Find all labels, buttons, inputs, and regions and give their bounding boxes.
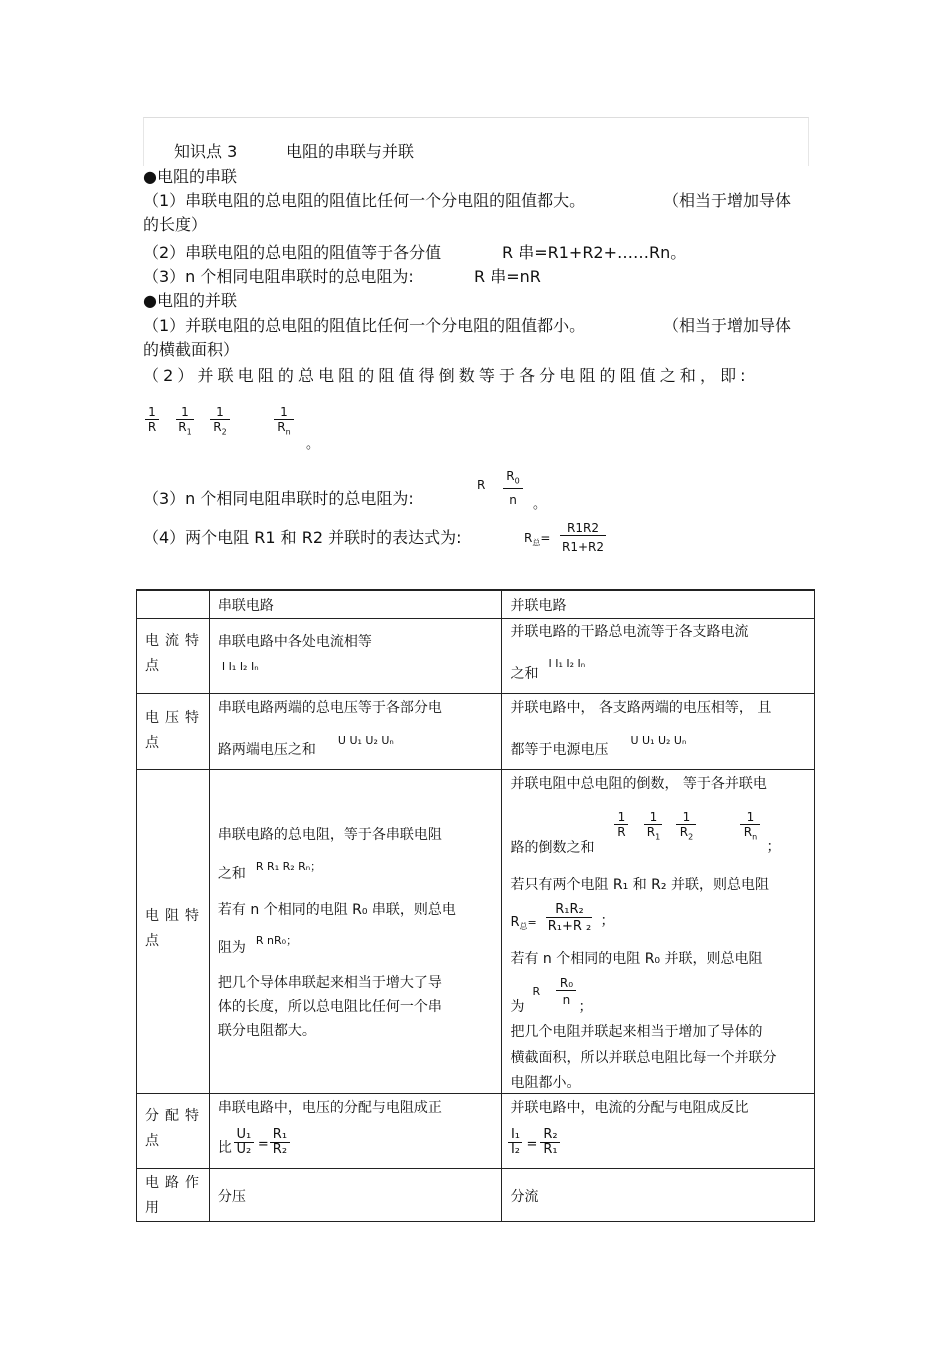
res-frac-1-R1 [644, 810, 662, 844]
frac-num: R₂ [540, 1128, 560, 1143]
resistance-series-s6: 体的长度，所以总电阻比任何一个串 [217, 998, 442, 1015]
table-row-function [137, 1168, 815, 1221]
row-label-distribution: 分配特点 [137, 1093, 210, 1168]
frac-den: I₂ [510, 1141, 520, 1157]
row-label-voltage: 电压特点 [137, 693, 210, 769]
frac-den: $R_2$ [213, 420, 227, 437]
resistance-series-s5: 把几个导体串联起来相当于增大了导 [217, 974, 442, 991]
resistance-parallel-p8: 横截面积，所以并联总电阻比每一个并联分 [510, 1049, 777, 1066]
dist-parallel-eq: = [526, 1136, 538, 1152]
formula-period-2: 。 [533, 497, 547, 512]
table-row-voltage [137, 693, 815, 769]
frac-den: $R_1$ [646, 824, 661, 841]
row-label-function: 电路作用 [137, 1168, 210, 1221]
function-parallel: 分流 [510, 1188, 539, 1205]
parallel-p1c: 的横截面积） [143, 340, 240, 359]
header-series: 串联电路 [209, 590, 502, 618]
frac-den: R₁+R ₂ [547, 918, 592, 934]
function-parallel-cell [502, 1168, 815, 1221]
distribution-series-cell [209, 1093, 502, 1168]
resistance-parallel-p4-R: $R_总=$ [510, 914, 537, 931]
res-frac-1-R [614, 810, 628, 839]
resistance-series-s7: 联分电阻都大。 [217, 1022, 316, 1039]
series-p1a: （1）串联电阻的总电阻的阻值比任何一个分电阻的阻值都大。 [143, 191, 586, 210]
frac-num: I₁ [508, 1128, 522, 1143]
frac-den: U₂ [236, 1141, 252, 1157]
frac-num: R₀ [556, 976, 576, 991]
res-frac-R1R2 [546, 903, 592, 934]
series-p3a: （3）n 个相同电阻串联时的总电阻为: [143, 267, 414, 286]
voltage-parallel-text2: 都等于电源电压 [510, 741, 609, 758]
row-label-resistance: 电阻特点 [137, 769, 210, 1093]
current-parallel-vars: I I₁ I₂ Iₙ [548, 656, 586, 670]
current-parallel-cell [502, 618, 815, 693]
resistance-parallel-p3: 若只有两个电阻 R₁ 和 R₂ 并联，则总电阻 [510, 876, 769, 893]
frac-num: 1 [210, 405, 230, 420]
frac-den: n [562, 992, 571, 1007]
resistance-parallel-cell [502, 769, 815, 1093]
frac-den: R₂ [272, 1141, 288, 1157]
parallel-p1a: （1）并联电阻的总电阻的阻值比任何一个分电阻的阻值都小。 [143, 316, 586, 335]
frac-num: 1 [644, 810, 662, 825]
series-formula: R 串=R1+R2+……Rn。 [502, 243, 687, 262]
header-parallel: 并联电路 [502, 590, 815, 618]
resistance-series-s1: 串联电路的总电阻，等于各串联电阻 [217, 826, 442, 843]
frac-den: R₁ [543, 1141, 558, 1157]
formula-frac-R1R2 [560, 521, 606, 554]
resistance-series-s2-vars: R R₁ R₂ Rₙ； [255, 859, 322, 873]
frac-num: 1 [676, 810, 696, 825]
resistance-series-cell [209, 769, 502, 1093]
table-row-distribution [137, 1093, 815, 1168]
frac-den: $R_n$ [743, 824, 758, 841]
resistance-parallel-p6: 为 [510, 998, 525, 1015]
voltage-series-text2: 路两端电压之和 [217, 741, 316, 758]
res-frac-1-R2 [676, 810, 696, 844]
section-header-box [143, 117, 809, 166]
formula-frac-1-Rn [274, 405, 294, 439]
frac-num: U₁ [234, 1128, 254, 1143]
dist-series-eq: = [257, 1136, 269, 1152]
parallel-p3-R: R [477, 478, 486, 492]
resistance-series-s4-vars: R nR₀； [255, 933, 298, 947]
frac-den: R [617, 824, 626, 839]
dist-frac-R [270, 1128, 290, 1157]
res-frac-R0-n [556, 976, 576, 1007]
distribution-series-text: 串联电路中，电压的分配与电阻成正 [217, 1099, 442, 1116]
parallel-heading: ●电阻的并联 [143, 291, 237, 310]
res-frac-1-Rn [740, 810, 760, 844]
formula-frac-1-R2 [210, 405, 230, 439]
resistance-parallel-p2: 路的倒数之和 [510, 839, 595, 856]
frac-den: n [509, 493, 517, 508]
resistance-parallel-p6-end: ； [578, 998, 593, 1015]
row-label-current: 电流特点 [137, 618, 210, 693]
resistance-parallel-p7: 把几个电阻并联起来相当于增加了导体的 [510, 1023, 763, 1040]
series-p2a: （2）串联电阻的总电阻的阻值等于各分值 [143, 243, 442, 262]
table-header-row [137, 590, 815, 618]
resistance-parallel-p4-end: ； [600, 912, 615, 929]
section-subtitle: 电阻的串联与并联 [286, 142, 415, 161]
current-series-text: 串联电路中各处电流相等 [217, 633, 372, 650]
distribution-parallel-cell [502, 1093, 815, 1168]
current-series-vars: I I₁ I₂ Iₙ [221, 659, 259, 673]
header-empty [137, 590, 210, 618]
comparison-table [136, 589, 815, 1222]
frac-den: R [147, 420, 157, 434]
frac-den: $R_2$ [679, 824, 694, 841]
section-title: 知识点 3 [174, 142, 238, 161]
function-series: 分压 [217, 1188, 246, 1205]
frac-num: R₁R₂ [546, 903, 592, 918]
formula-frac-1-R [145, 405, 159, 434]
parallel-p4: （4）两个电阻 R1 和 R2 并联时的表达式为: [143, 528, 462, 547]
frac-den: $R_n$ [277, 420, 291, 437]
frac-den: $R_1$ [178, 420, 192, 437]
voltage-parallel-vars: U U₁ U₂ Uₙ [630, 733, 687, 747]
resistance-parallel-p9: 电阻都小。 [510, 1074, 581, 1091]
parallel-p4-R: $R_总=$ [524, 531, 551, 548]
voltage-series-vars: U U₁ U₂ Uₙ [337, 733, 394, 747]
distribution-series-text2: 比 [217, 1139, 232, 1156]
resistance-parallel-p6-R: R [532, 984, 541, 998]
resistance-parallel-p1: 并联电阻中总电阻的倒数， 等于各并联电 [510, 775, 767, 792]
parallel-p1b: （相当于增加导体 [663, 316, 792, 335]
voltage-series-cell [209, 693, 502, 769]
frac-num: R₁ [270, 1128, 290, 1143]
voltage-parallel-cell [502, 693, 815, 769]
resistance-series-s2: 之和 [217, 865, 246, 882]
resistance-parallel-p2-end: ； [766, 838, 781, 855]
table-row-current [137, 618, 815, 693]
frac-num: R1R2 [560, 521, 606, 536]
frac-num: 1 [614, 810, 628, 825]
resistance-parallel-p5: 若有 n 个相同的电阻 R₀ 并联，则总电阻 [510, 950, 763, 967]
frac-den: R1+R2 [562, 540, 604, 554]
current-parallel-text2: 之和 [510, 665, 539, 682]
parallel-p2: （2）并联电阻的总电阻的阻值得倒数等于各分电阻的阻值之和，即: [143, 366, 750, 385]
resistance-series-s4: 阻为 [217, 939, 246, 956]
series-formula-n: R 串=nR [474, 267, 541, 286]
series-heading: ●电阻的串联 [143, 167, 237, 186]
table-row-resistance [137, 769, 815, 1093]
parallel-p3: （3）n 个相同电阻串联时的总电阻为: [143, 489, 414, 508]
series-p1b: （相当于增加导体 [663, 191, 792, 210]
dist-frac-I [508, 1128, 522, 1157]
resistance-series-s3: 若有 n 个相同的电阻 R₀ 串联，则总电 [217, 901, 456, 918]
frac-num: 1 [274, 405, 294, 420]
voltage-parallel-text: 并联电路中， 各支路两端的电压相等， 且 [510, 699, 772, 716]
current-series-cell [209, 618, 502, 693]
formula-frac-1-R1 [176, 405, 194, 439]
formula-frac-R0-n [503, 469, 523, 507]
dist-frac-U [234, 1128, 254, 1157]
voltage-series-text: 串联电路两端的总电压等于各部分电 [217, 699, 442, 716]
dist-frac-R-inv [540, 1128, 560, 1157]
function-series-cell [209, 1168, 502, 1221]
series-p1c: 的长度） [143, 215, 208, 234]
frac-num: $R_0$ [503, 469, 523, 489]
current-parallel-text: 并联电路的干路总电流等于各支路电流 [510, 623, 749, 640]
distribution-parallel-text: 并联电路中，电流的分配与电阻成反比 [510, 1099, 749, 1116]
frac-num: 1 [176, 405, 194, 420]
formula-period: 。 [306, 437, 320, 452]
frac-num: 1 [740, 810, 760, 825]
frac-num: 1 [145, 405, 159, 420]
